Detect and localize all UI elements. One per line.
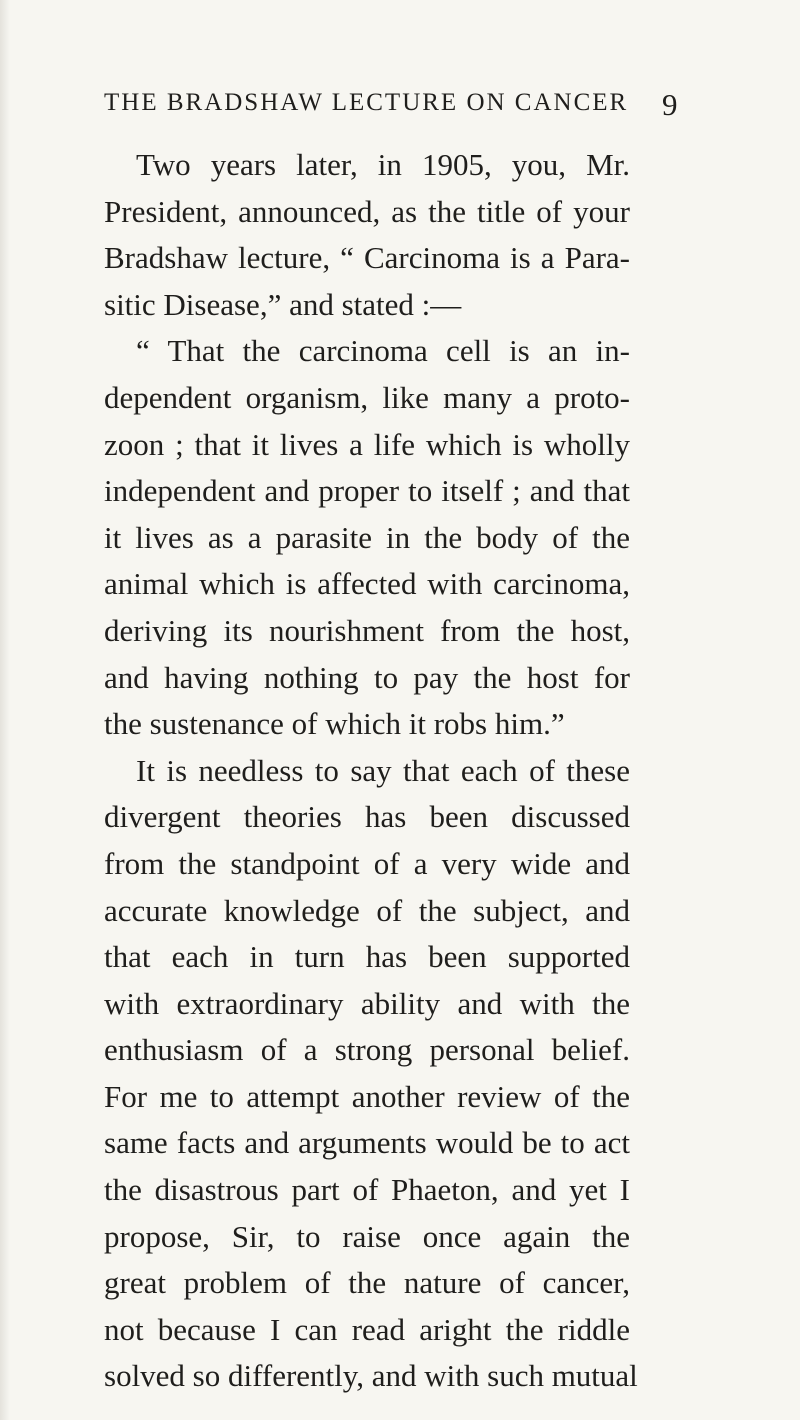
- text-line: dependent organism, like many a proto-: [104, 379, 630, 415]
- text-line: the sustenance of which it robs him.”: [104, 706, 565, 742]
- text-line: with extraordinary ability and with the: [104, 985, 630, 1021]
- text-line: enthusiasm of a strong personal belief.: [104, 1032, 630, 1068]
- text-line: independent and proper to itself ; and that: [104, 473, 630, 509]
- text-line: not because I can read aright the riddle: [104, 1311, 630, 1347]
- text-line: “ That the carcinoma cell is an in-: [136, 333, 630, 369]
- text-line: For me to attempt another review of the: [104, 1078, 630, 1114]
- text-line: sitic Disease,” and stated :—: [104, 286, 462, 322]
- page-number: 9: [662, 87, 678, 122]
- body-text: [104, 142, 638, 1400]
- text-line: solved so differently, and with such mutual: [104, 1358, 638, 1394]
- text-line: that each in turn has been supported: [104, 939, 630, 975]
- text-line: President, announced, as the title of your: [104, 193, 630, 229]
- text-line: It is needless to say that each of these: [136, 752, 630, 788]
- text-line: same facts and arguments would be to act: [104, 1125, 630, 1161]
- text-line: great problem of the nature of cancer,: [104, 1265, 630, 1301]
- text-line: Two years later, in 1905, you, Mr.: [136, 147, 630, 182]
- text-line: the disastrous part of Phaeton, and yet I: [104, 1172, 630, 1208]
- scan-edge-shadow: [0, 0, 10, 1420]
- running-head: THE BRADSHAW LECTURE ON CANCER: [104, 89, 629, 116]
- text-line: accurate knowledge of the subject, and: [104, 892, 630, 928]
- text-line: it lives as a parasite in the body of the: [104, 519, 630, 555]
- text-line: zoon ; that it lives a life which is wholly: [104, 426, 630, 462]
- text-line: deriving its nourishment from the host,: [104, 612, 630, 648]
- text-line: from the standpoint of a very wide and: [104, 845, 630, 881]
- text-line: animal which is affected with carcinoma,: [104, 566, 630, 602]
- text-line: divergent theories has been discussed: [104, 799, 630, 835]
- text-line: propose, Sir, to raise once again the: [104, 1218, 630, 1254]
- text-line: and having nothing to pay the host for: [104, 659, 630, 695]
- text-line: Bradshaw lecture, “ Carcinoma is a Para-: [104, 240, 630, 276]
